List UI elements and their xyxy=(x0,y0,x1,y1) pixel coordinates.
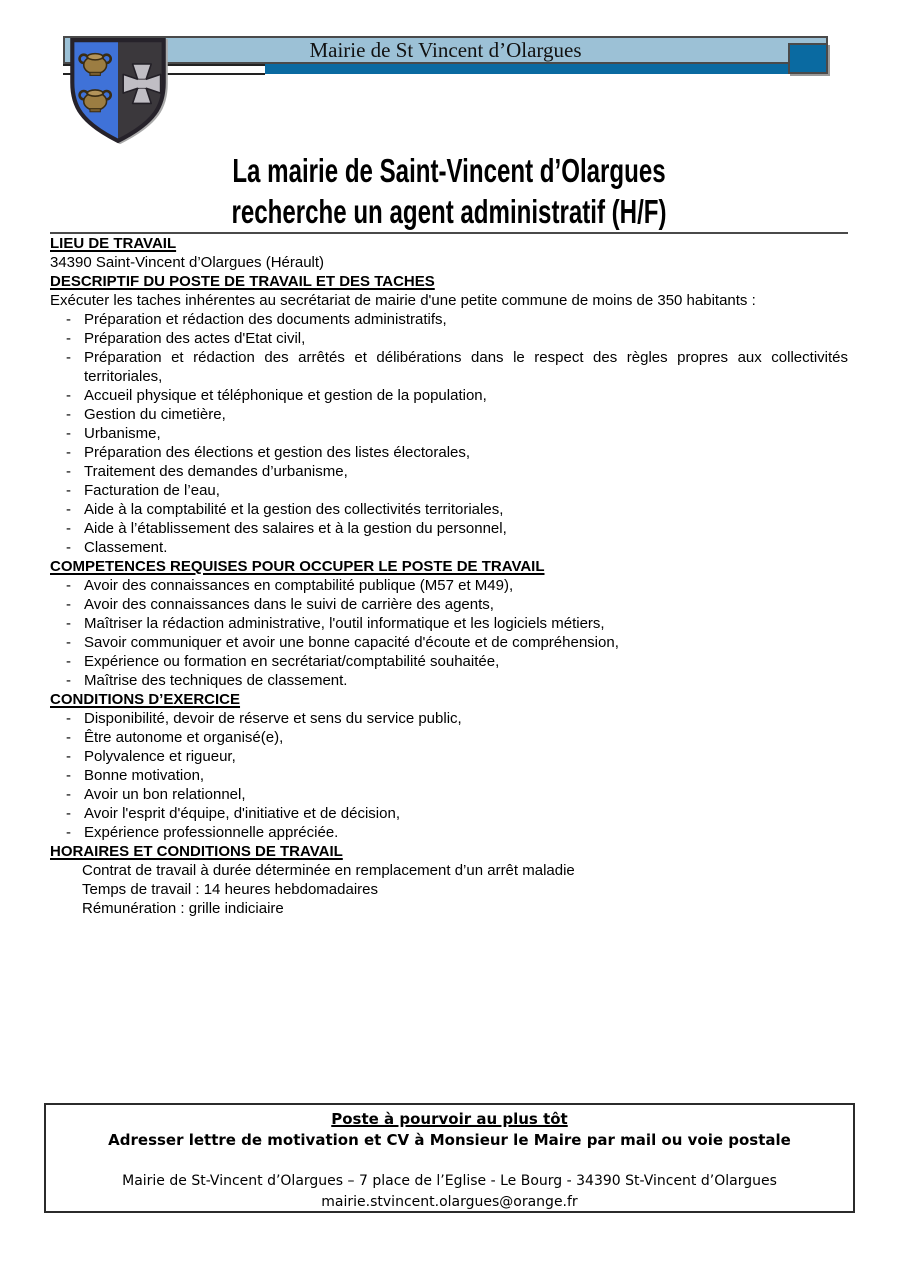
list-item: - Être autonome et organisé(e), xyxy=(66,729,284,746)
dash-bullet: - xyxy=(66,824,71,841)
contact-email: mairie.stvincent.olargues@orange.fr xyxy=(321,1194,578,1210)
conditions-list xyxy=(50,709,848,842)
dash-bullet: - xyxy=(66,520,71,537)
coat-of-arms-icon xyxy=(66,37,170,145)
dash-bullet: - xyxy=(66,311,71,328)
page-title xyxy=(158,150,741,232)
contact-address: Mairie de St-Vincent d’Olargues – 7 place de l’Eglise - Le Bourg - 34390 St-Vincent d’Olargues xyxy=(122,1173,777,1189)
dash-bullet: - xyxy=(66,672,71,689)
horaires-line: Rémunération : grille indiciaire xyxy=(82,900,284,917)
list-item: - Bonne motivation, xyxy=(66,767,205,784)
list-item: - Avoir des connaissances en comptabilité publique (M57 et M49), xyxy=(66,577,514,594)
list-item: - Maîtrise des techniques de classement. xyxy=(66,672,348,689)
contact-box-title: Poste à pourvoir au plus tôt xyxy=(331,1110,568,1128)
list-item: - Savoir communiquer et avoir une bonne capacité d'écoute et de compréhension, xyxy=(66,634,619,651)
header-corner-square xyxy=(788,43,828,74)
section-heading-competences: COMPETENCES REQUISES POUR OCCUPER LE POSTE DE TRAVAIL xyxy=(50,558,545,575)
list-item: - Préparation des élections et gestion des listes électorales, xyxy=(66,444,471,461)
list-item: - Expérience professionnelle appréciée. xyxy=(66,824,339,841)
list-item: - Maîtriser la rédaction administrative, l'outil informatique et les logiciels métiers, xyxy=(66,615,605,632)
list-item: - Gestion du cimetière, xyxy=(66,406,226,423)
list-item: - Disponibilité, devoir de réserve et sens du service public, xyxy=(66,710,462,727)
dash-bullet: - xyxy=(66,615,71,632)
dash-bullet: - xyxy=(66,349,71,366)
list-item: - Avoir des connaissances dans le suivi de carrière des agents, xyxy=(66,596,494,613)
list-item: - Accueil physique et téléphonique et gestion de la population, xyxy=(66,387,487,404)
list-item: - Préparation et rédaction des arrêtés et délibérations dans le respect des règles propres aux collectivités territoriales, xyxy=(66,349,848,385)
header-blue-bar xyxy=(265,63,788,74)
list-item: - Polyvalence et rigueur, xyxy=(66,748,236,765)
section-heading-lieu: LIEU DE TRAVAIL xyxy=(50,235,177,252)
section-heading-descriptif: DESCRIPTIF DU POSTE DE TRAVAIL ET DES TACHES xyxy=(50,273,435,290)
document-body xyxy=(50,150,848,918)
page-title-line2: recherche un agent administratif (H/F) xyxy=(231,193,667,230)
list-item: - Facturation de l’eau, xyxy=(66,482,220,499)
dash-bullet: - xyxy=(66,767,71,784)
list-item: - Classement. xyxy=(66,539,168,556)
competences-list xyxy=(50,576,848,690)
dash-bullet: - xyxy=(66,463,71,480)
descriptif-list xyxy=(50,310,848,557)
contact-box-subtitle: Adresser lettre de motivation et CV à Monsieur le Maire par mail ou voie postale xyxy=(108,1131,791,1149)
descriptif-intro: Exécuter les taches inhérentes au secrétariat de mairie d'une petite commune de moins de 350 habitants : xyxy=(50,292,756,309)
dash-bullet: - xyxy=(66,596,71,613)
header-banner xyxy=(63,36,828,64)
dash-bullet: - xyxy=(66,539,71,556)
list-item: - Expérience ou formation en secrétariat/comptabilité souhaitée, xyxy=(66,653,500,670)
list-item: - Aide à l’établissement des salaires et à la gestion du personnel, xyxy=(66,520,507,537)
dash-bullet: - xyxy=(66,482,71,499)
lieu-line: 34390 Saint-Vincent d’Olargues (Hérault) xyxy=(50,254,325,271)
horaires-line: Temps de travail : 14 heures hebdomadaires xyxy=(82,881,379,898)
section-heading-conditions: CONDITIONS D’EXERCICE xyxy=(50,691,241,708)
list-item: - Avoir un bon relationnel, xyxy=(66,786,246,803)
list-item: - Traitement des demandes d’urbanisme, xyxy=(66,463,348,480)
list-item: - Préparation des actes d'Etat civil, xyxy=(66,330,306,347)
list-item: - Avoir l'esprit d'équipe, d'initiative et de décision, xyxy=(66,805,400,822)
contact-box xyxy=(44,1103,855,1213)
dash-bullet: - xyxy=(66,729,71,746)
dash-bullet: - xyxy=(66,501,71,518)
dash-bullet: - xyxy=(66,387,71,404)
dash-bullet: - xyxy=(66,710,71,727)
dash-bullet: - xyxy=(66,425,71,442)
list-item: - Préparation et rédaction des documents administratifs, xyxy=(66,311,447,328)
page-title-line1: La mairie de Saint-Vincent d’Olargues xyxy=(232,152,666,189)
dash-bullet: - xyxy=(66,786,71,803)
dash-bullet: - xyxy=(66,444,71,461)
list-item: - Aide à la comptabilité et la gestion des collectivités territoriales, xyxy=(66,501,504,518)
dash-bullet: - xyxy=(66,748,71,765)
section-heading-horaires: HORAIRES ET CONDITIONS DE TRAVAIL xyxy=(50,843,343,860)
dash-bullet: - xyxy=(66,330,71,347)
dash-bullet: - xyxy=(66,577,71,594)
horaires-line: Contrat de travail à durée déterminée en remplacement d’un arrêt maladie xyxy=(82,862,575,879)
dash-bullet: - xyxy=(66,634,71,651)
banner-title: Mairie de St Vincent d’Olargues xyxy=(309,38,582,62)
dash-bullet: - xyxy=(66,805,71,822)
dash-bullet: - xyxy=(66,653,71,670)
list-item: - Urbanisme, xyxy=(66,425,161,442)
dash-bullet: - xyxy=(66,406,71,423)
